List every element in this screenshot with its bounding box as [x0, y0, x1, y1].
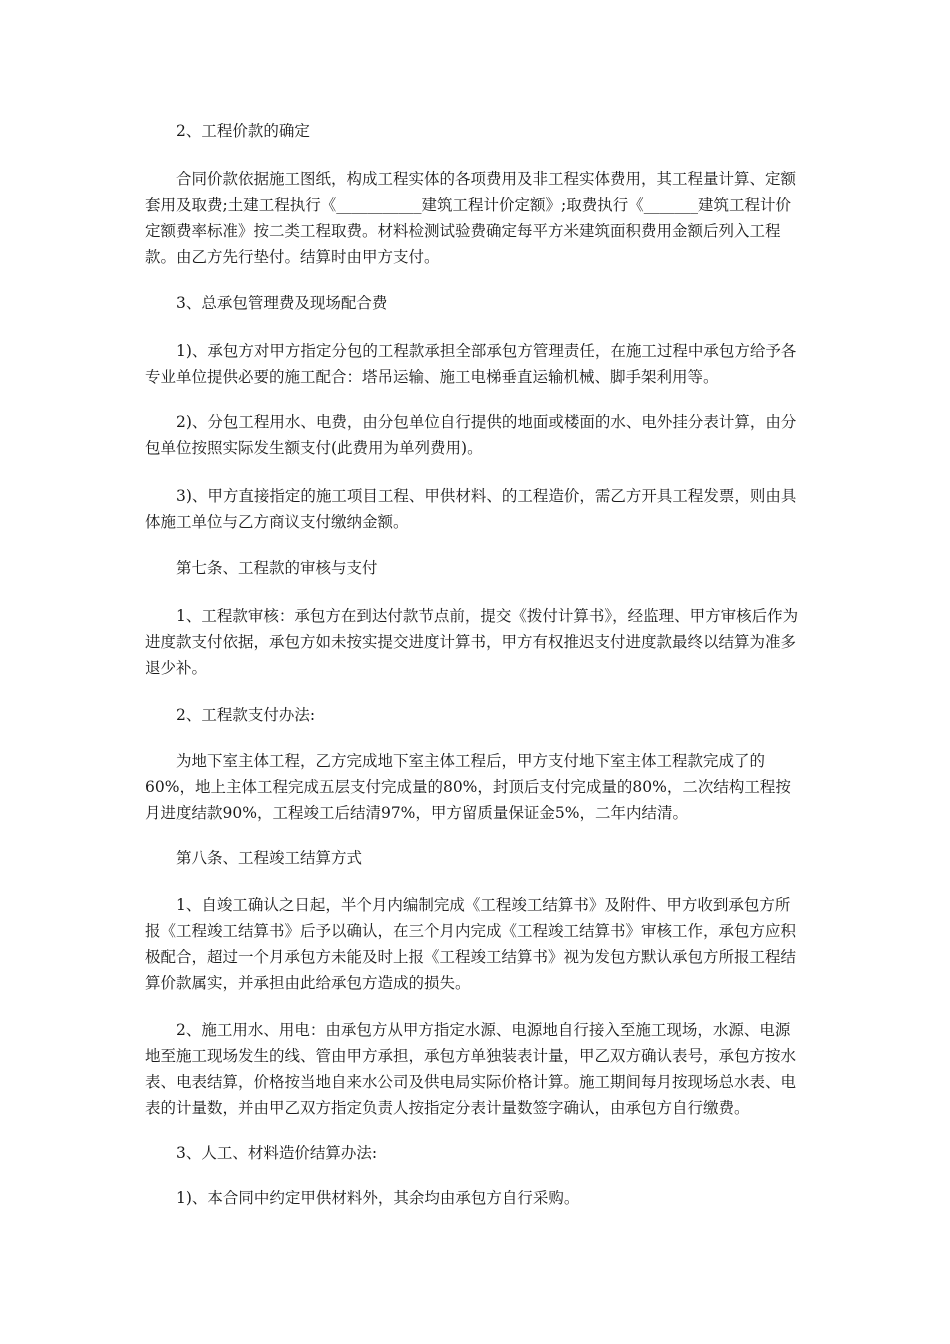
paragraph [145, 338, 805, 390]
paragraph [145, 1185, 805, 1211]
paragraph-text: 合同价款依据施工图纸，构成工程实体的各项费用及非工程实体费用，其工程量计算、定额套用及取费;土建工程执行《___________建筑工程计价定额》;取费执行《_______建筑工程计价定额费率标准》按二类工程取费。材料检测试验费确定每平方米建筑面积费用金额后列入工程款。由乙方先行垫付。结算时由甲方支付。 [145, 170, 797, 266]
paragraph [145, 748, 805, 826]
paragraph [145, 166, 805, 270]
paragraph-text: 1、自竣工确认之日起，半个月内编制完成《工程竣工结算书》及附件、甲方收到承包方所报《工程竣工结算书》后予以确认，在三个月内完成《工程竣工结算书》审核工作，承包方应积极配合，超过一个月承包方未能及时上报《工程竣工结算书》视为发包方默认承包方所报工程结算价款属实，并承担由此给承包方造成的损失。 [145, 896, 797, 992]
paragraph [145, 892, 805, 996]
paragraph [145, 483, 805, 535]
paragraph-text: 1)、本合同中约定甲供材料外，其余均由承包方自行采购。 [176, 1189, 580, 1207]
article-heading: 第七条、工程款的审核与支付 [176, 559, 378, 577]
section-heading: 2、工程价款的确定 [176, 122, 310, 140]
paragraph [145, 1017, 805, 1121]
paragraph [145, 603, 805, 681]
article-heading: 第八条、工程竣工结算方式 [176, 849, 363, 867]
section-heading: 3、总承包管理费及现场配合费 [176, 294, 388, 312]
section-heading: 3、人工、材料造价结算办法: [176, 1144, 378, 1162]
paragraph-text: 1)、承包方对甲方指定分包的工程款承担全部承包方管理责任，在施工过程中承包方给予各专业单位提供必要的施工配合：塔吊运输、施工电梯垂直运输机械、脚手架利用等。 [145, 342, 797, 386]
paragraph-text: 1、工程款审核：承包方在到达付款节点前，提交《拨付计算书》，经监理、甲方审核后作为进度款支付依据，承包方如未按实提交进度计算书，甲方有权推迟支付进度款最终以结算为准多退少补。 [145, 607, 799, 677]
paragraph-text: 2)、分包工程用水、电费，由分包单位自行提供的地面或楼面的水、电外挂分表计算，由分包单位按照实际发生额支付(此费用为单列费用)。 [145, 413, 797, 457]
paragraph [145, 409, 805, 461]
paragraph-text: 2、施工用水、用电：由承包方从甲方指定水源、电源地自行接入至施工现场，水源、电源地至施工现场发生的线、管由甲方承担，承包方单独装表计量，甲乙双方确认表号，承包方按水表、电表结算，价格按当地自来水公司及供电局实际价格计算。施工期间每月按现场总水表、电表的计量数，并由甲乙双方指定负责人按指定分表计量数签字确认，由承包方自行缴费。 [145, 1021, 797, 1117]
paragraph-text: 3)、甲方直接指定的施工项目工程、甲供材料、的工程造价，需乙方开具工程发票，则由具体施工单位与乙方商议支付缴纳金额。 [145, 487, 797, 531]
paragraph-text: 为地下室主体工程，乙方完成地下室主体工程后，甲方支付地下室主体工程款完成了的60%，地上主体工程完成五层支付完成量的80%，封顶后支付完成量的80%，二次结构工程按月进度结款90%，工程竣工后结清97%，甲方留质量保证金5%，二年内结清。 [145, 752, 791, 822]
section-heading: 2、工程款支付办法: [176, 706, 316, 724]
